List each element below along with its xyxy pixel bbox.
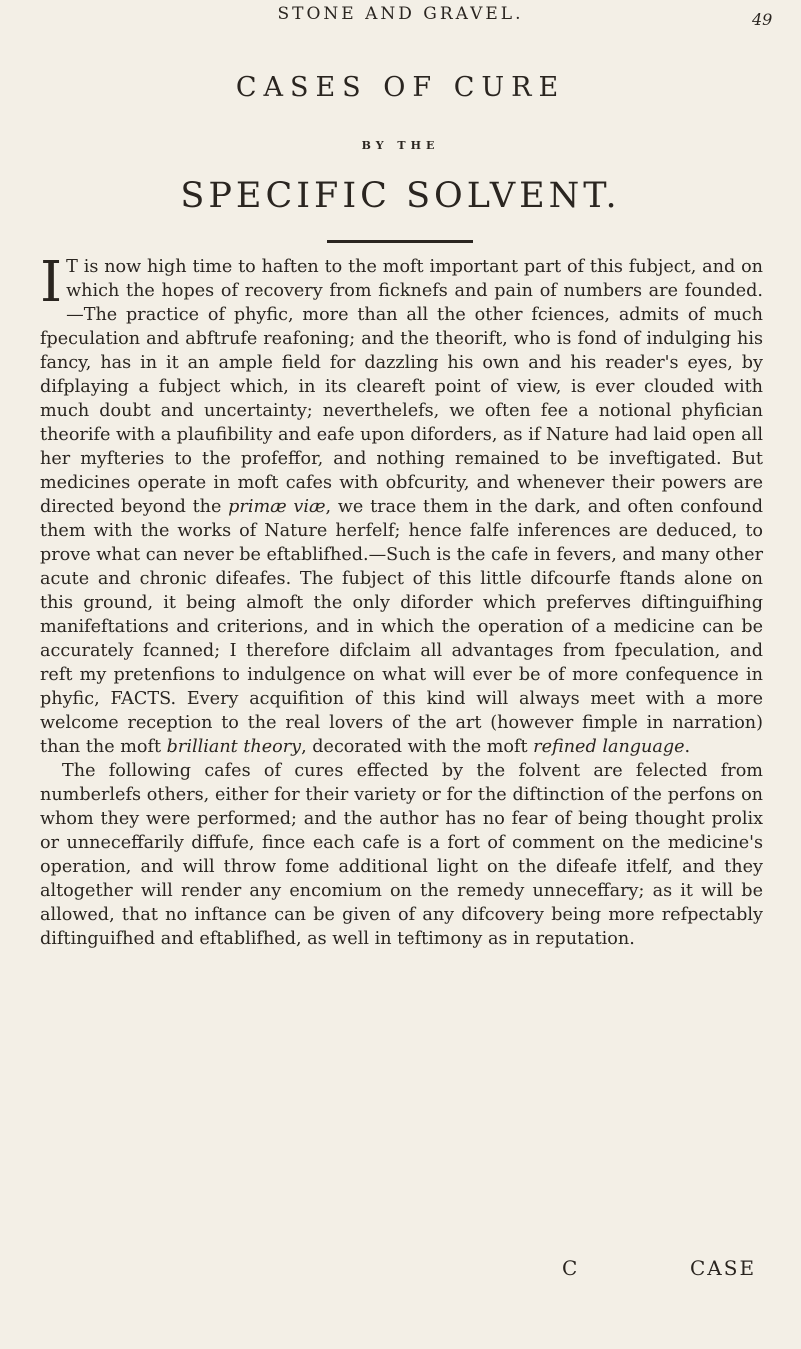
title-rule	[327, 240, 473, 243]
title-line-3: SPECIFIC SOLVENT.	[180, 176, 621, 216]
paragraph-2: The following cafes of cures effected by the folvent are felected from numberlefs others, either for their variety or for the diftinction of the perfons on whom they were performed; and the author has no fear of being thought prolix or unneceffarily diffufe, fince each cafe is a fort of comment on the medicine's operation, and will throw fome additional light on the difeafe itfelf, and they altogether will render any encomium on the remedy unneceffary; as it will be allowed, that no inftance can be given of any difcovery being more refpectably diftinguifhed and eftablifhed, as well in teftimony as in reputation.	[40, 761, 763, 949]
title-line-1: CASES OF CURE	[235, 72, 566, 103]
paragraph-1-text-c: , decorated with the moft	[301, 737, 534, 757]
paragraph-1-text-b: , we trace them in the dark, and often confound them with the works of Nature herfelf; hence falfe inferences are deduced, to prove what can never be eftablifhed.—Such is the cafe in fevers, and many other acute and chronic difeafes. The fubject of this little difcourfe ftands alone on this ground, it being almoft the only diforder which preferves diftinguifhing manifeftations and criterions, and in which the operation of a medicine can be accurately fcanned; I therefore difclaim all advantages from fpeculation, and reft my pretenfions to indulgence on what will ever be of more confequence in phyfic, FACTS. Every acquifition of this kind will always meet with a more welcome reception to the real lovers of the art (however fimple in narration) than the moft	[40, 497, 764, 757]
page-number: 49	[752, 10, 773, 29]
catchword: CASE	[690, 1256, 757, 1280]
paragraph-1-italic-b: brilliant theory	[166, 737, 302, 757]
paragraph-1	[40, 250, 764, 759]
running-head: STONE AND GRAVEL.	[277, 4, 524, 24]
title-line-2: BY THE	[361, 139, 440, 152]
signature-mark: C	[562, 1256, 578, 1280]
body-text	[40, 250, 764, 951]
paragraph-1-italic-c: refined language	[533, 737, 685, 757]
drop-cap: I	[40, 250, 63, 315]
paragraph-1-italic-a: primæ viæ	[228, 497, 326, 517]
paragraph-1-text-a: T is now high time to haften to the moft important part of this fubject, and on which the hopes of recovery from ficknefs and pain of numbers are founded.—The practice of phyfic, more than all the other fciences, admits of much fpeculation and abftrufe reafoning; and the theorift, who is fond of indulging his fancy, has in it an ample field for dazzling his own and his reader's eyes, by difplaying a fubject which, in its cleareft point of view, is ever clouded with much doubt and uncertainty; neverthelefs, we often fee a notional phyfician theorife with a plaufibility and eafe upon diforders, as if Nature had laid open all her myfteries to the profeffor, and nothing remained to be inveftigated. But medicines operate in moft cafes with obfcurity, and whenever their powers are directed beyond the	[40, 257, 763, 517]
paragraph-1-text-d: .	[684, 737, 691, 757]
